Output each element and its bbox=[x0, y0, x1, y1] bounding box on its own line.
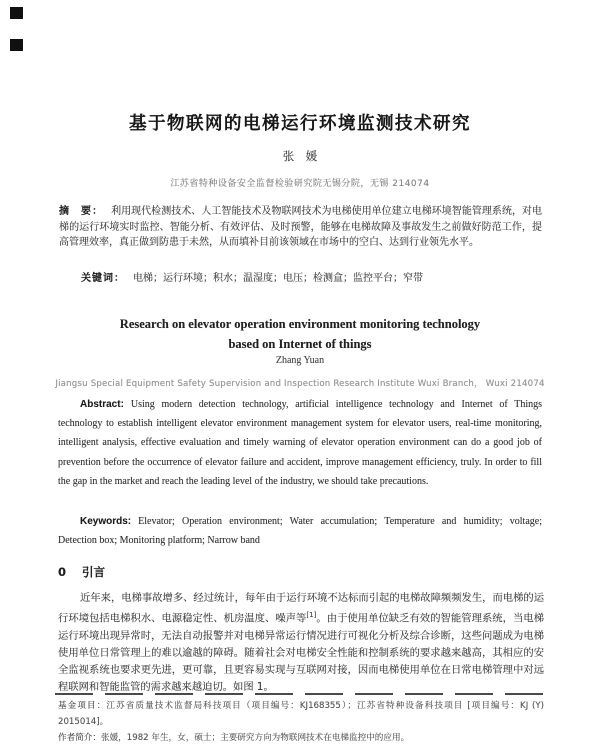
scan-artifact-mark-bottom bbox=[10, 39, 23, 51]
fund-footnote-text: 江苏省质量技术监督局科技项目（项目编号：KJ168355）；江苏省特种设备科技项目 [项目编号：KJ (Y) 2015014]。 bbox=[58, 701, 544, 727]
author-bio-label: 作者简介： bbox=[58, 733, 101, 743]
affiliation-en: Jiangsu Special Equipment Safety Supervision and Inspection Research Institute Wuxi Branch， Wuxi 214074 bbox=[55, 379, 545, 389]
footnote-block bbox=[58, 699, 544, 748]
section-title: 引言 bbox=[82, 565, 106, 579]
author-bio-footnote bbox=[58, 731, 544, 747]
abstract-en-label: Abstract: bbox=[80, 399, 124, 410]
author-bio-text: 张媛，1982 年生，女，硕士；主要研究方向为物联网技术在电梯监控中的应用。 bbox=[100, 733, 410, 743]
author-name-en: Zhang Yuan bbox=[275, 355, 325, 366]
intro-text-2: 。由于使用单位缺乏有效的智能管理系统，当电梯运行环境出现异常时，无法自动报警并对电梯异常运行情况进行可视化分析及综合诊断，这些问题成为电梯使用单位日常管理上的难以逾越的障碍。随着社会对电梯安全性能和控制系统的要求越来越高，其相应的安全监视系统也要求更先进，更可靠，且更容易实现与互联网对接，因而电梯使用单位在日常电梯管理中对远程联网和智能监管的需求越来越迫切。如图 1。 bbox=[58, 612, 545, 694]
introduction-paragraph bbox=[58, 590, 544, 697]
abstract-en bbox=[58, 395, 542, 491]
paper-title-zh: 基于物联网的电梯运行环境监测技术研究 bbox=[129, 114, 471, 134]
keywords-en bbox=[58, 512, 542, 550]
paper-title-en-line1: Research on elevator operation environment monitoring technology bbox=[119, 317, 481, 331]
abstract-zh-label: 摘 要： bbox=[59, 206, 104, 217]
fund-footnote bbox=[58, 699, 544, 730]
paper-title-en-line2: based on Internet of things bbox=[228, 337, 372, 351]
scan-artifact-mark-top bbox=[10, 7, 23, 19]
fund-footnote-label: 基金项目： bbox=[58, 701, 107, 711]
abstract-zh-text: 利用现代检测技术、人工智能技术及物联网技术为电梯使用单位建立电梯环境智能管理系统，对电梯的运行环境实时监控、智能分析、有效评估、及时预警，能够在电梯故障及事故发生之前做好防范工作，提高管理效率，真正做到防患于未然，从而填补目前该领域在市场中的空白、达到行业领先水平。 bbox=[59, 206, 543, 248]
keywords-en-label: Keywords: bbox=[80, 516, 132, 527]
keywords-zh-text: 电梯；运行环境；积水；温湿度；电压；检测盒；监控平台；窄带 bbox=[133, 273, 423, 284]
abstract-en-text: Using modern detection technology, artificial intelligence technology and Internet of Things technology to establish intelligent elevator environment management system for elevator users, real-time monitoring, intelligent analysis, effective evaluation and timely warning of elevator operation environment can do a good job of prevention before the occurrence of elevator failure and accident, improve management efficiency, truly. In order to fill the gap in the market and reach the leading level of the industry, we should take precautions. bbox=[58, 399, 542, 487]
keywords-zh-label: 关键词： bbox=[81, 273, 125, 284]
abstract-zh bbox=[59, 204, 542, 251]
keywords-en-text: Elevator; Operation environment; Water accumulation; Temperature and humidity; voltage; Detection box; Monitoring platform; Narrow band bbox=[58, 516, 542, 546]
section-heading-introduction bbox=[58, 564, 105, 580]
intro-text-1: 近年来，电梯事故增多、经过统计，每年由于运行环境不达标而引起的电梯故障频频发生，而电梯的运行环境包括电梯积水、电源稳定性、机房温度、噪声等 bbox=[58, 592, 544, 625]
citation-superscript: [1] bbox=[306, 611, 317, 620]
section-number: 0 bbox=[58, 565, 67, 579]
footnote-separator-line bbox=[55, 693, 545, 695]
keywords-zh bbox=[59, 271, 542, 286]
author-name-zh: 张 媛 bbox=[282, 149, 318, 163]
affiliation-zh: 江苏省特种设备安全监督检验研究院无锡分院，无锡 214074 bbox=[170, 179, 430, 189]
